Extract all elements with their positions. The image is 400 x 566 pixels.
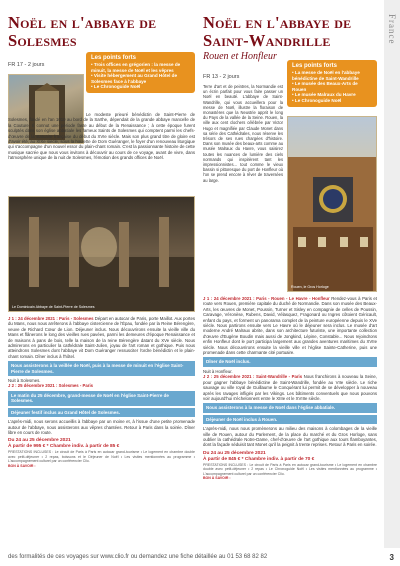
- right-subtitle: Rouen et Honfleur: [203, 51, 277, 62]
- right-point-item: • Le musée des Beaux-Arts de Rouen: [292, 81, 373, 92]
- left-points-box: [86, 52, 195, 93]
- gros-horloge-image: [288, 117, 377, 292]
- right-band-1: Dîner de Noël inclus.: [203, 357, 377, 366]
- right-day2-intro: Nous franchirons à nouveau la Seine, pour gagner l'abbaye bénédictine de Saint-Wandrille, fondée au VIIe siècle. Le riche sauvage ou ville royal de Guillaume le Conquérant lui permit de se développer à nouveau après les ravages infligés par les Vikings. Les bâtiments conventuels que nous pouvons voir aujourd'hui s'échelonnent entre le XIIIe et le XVIIIe siècle.: [203, 374, 377, 401]
- right-day1-text: Rendez-vous à Paris et route vers Rouen, première capitale du duché de Normandie. Dans son musée des Beaux-Arts, les œuvres de Monet, Poussin, Turner et Sisley en compagnie de celles de Poussin, Caravage, Véronèse, Rubens, David, Vélasquez, Fragonard ou Ingres côtoient Géricault, enfant du pays, et forment un panorama complet de la peinture européenne depuis le XVe siècle. Nous partirons ensuite vers Le Havre où le déjeuner sera inclus. Le musée d'art moderne André Malraux abrite, dans son architecture futuriste, une importante collection d'œuvre d'Eugène Boudin mais aussi de Jongkind, Lépine, Constable... Nous rejoindrons enfin Honfleur dont le port participa largement aux grandes aventures maritimes du XVIIe siècle. Nous découvrirons ensuite la vieille ville et l'église Sainte-Catherine, puis une promenade dans cette charmante cité portuaire.: [203, 296, 377, 356]
- right-points-heading: Les points forts: [292, 63, 338, 69]
- right-point-item: • Le Chronoguide Noël: [292, 98, 373, 104]
- right-point-item: • Le musée Malraux du Havre: [292, 92, 373, 98]
- region-label: France: [387, 14, 397, 45]
- left-day1-heading: J 1 : 24 décembre 2021 : Paris - Solesmes: [8, 316, 94, 321]
- right-fr-code: FR 13 - 2 jours: [203, 74, 240, 80]
- left-fine-print: PRESTATIONS INCLUSES : Le circuit de Paris à Paris en autocar grand-tourisme • Le logement en chambre double avec petit-déjeuner • 2 repas, boissons et le Déjeuner de Noël • Les visites mentionnées au programme • L'accompagnement culturel par un conférencier Clio.: [8, 450, 195, 464]
- region-sidebar: [384, 0, 400, 548]
- abbey-interior-image: [9, 197, 195, 312]
- left-point-item: • Trois offices en grégorien : la messe de minuit, la messe de Noël et les vêpres: [91, 62, 191, 73]
- right-title: Noël en l'abbaye de Saint-Wandrille: [203, 13, 352, 50]
- left-night1: Nuit à Solesmes.: [8, 378, 41, 384]
- left-photo-caption: Le Dominicain Abbaye de Saint-Pierre de Solesmes: [12, 305, 95, 309]
- left-fine-label: BON À SAVOIR :: [8, 463, 36, 468]
- page-number: 3: [389, 553, 394, 562]
- left-band-2: Le matin du 25 décembre, grand-messe de Noël en l'église Saint-Pierre de Solesmes.: [8, 391, 195, 406]
- left-band-3: Déjeuner festif inclus au Grand Hôtel de Solesmes.: [8, 408, 195, 417]
- left-day2-text: L'après-midi, nous serons accueillis à l'abbaye par un moine et, à l'issue d'une petite promenade autour de l'abbaye, nous assisterons aux vêpres chantées. Retour à Paris dans la soirée. Dîner libre en cours de route.: [8, 419, 195, 435]
- right-photo-caption: Rouen, le Gros Horloge: [291, 285, 329, 289]
- page-footer: des formalités de ces voyages sur www.clio.fr ou demandez une fiche détaillée au 01 53 68 82 82: [8, 554, 268, 560]
- right-article: [203, 0, 377, 548]
- left-band-1: Nous assisterons à la veillée de Noël, puis à la messe de minuit en l'église Saint-Pierre de Solesmes.: [8, 361, 195, 376]
- left-point-item: • Visite hébergement au Grand Hôtel de Solesmes face à l'abbaye: [91, 73, 191, 84]
- left-day2-heading: J 2 : 25 décembre 2021 : Solesmes - Paris: [8, 383, 94, 389]
- left-day1-text: Départ en autocar de Paris, porte Maillot. Aux portes du Mans, nous nous arrêterons à l'abbaye cistercienne de l'Épau, fondée par la Reine Bérengère, veuve de Richard Cœur de Lion. Déjeuner inclus. Nous découvrirons ensuite la vieille ville du Mans et flânerons le long des vieilles rues pavées, parmi les demeures d'époque Renaissance et de maisons à pans de bois, telle la maison de la reine Bérengère datant du XVe siècle. Nous admirerons en particulier la cathédrale Saint-Julien, joyau de l'art roman et gothique. Puis nous atteindrons Solesmes dont l'abbaye vit Dom Guéranger ressusciter l'ordre bénédictin et le plain-chant romain. Dîner inclus à l'hôtel.: [8, 316, 195, 359]
- right-day1-heading: J 1 : 24 décembre 2021 : Paris - Rouen - Le Havre - Honfleur: [203, 296, 330, 301]
- left-dates: Du 24 au 25 décembre 2021: [8, 438, 71, 444]
- right-program: [203, 296, 377, 480]
- right-band-2: Nous assisterons à la messe de Noël dans l'église abbatiale.: [203, 403, 377, 412]
- right-price: À partir de 845 € * Chambre indiv. à partir de 70 €: [203, 456, 315, 462]
- right-intro: Terre d'art et de peintres, la Normandie est un écrin parfait pour vous faire passer un Noël en beauté. L'abbaye de Saint-Wandrille, qui vous accueillera pour la messe de Noël, illustre la floraison de monastères que la Neustrie apprit le long du Pays de la vallée de la Seine. Rouen, la ville aux cent clochers célébrée par Victor Hugo et magnifiée par Claude Monet dans sa série des Cathédrales, nous réserve les trésors de ses rues chargées d'histoire. Dans son musée des beaux-arts comme au musée Malraux du Havre, vous saisirez toutes les nuances de lumière des ciels normands qui inspirèrent tant les impressionnistes... tout comme le vieux bassin si pittoresque du port de Honfleur où l'on se prend encore à rêver de traversées au large.: [203, 84, 283, 183]
- right-photo: [287, 116, 377, 292]
- left-title: Noël en l'abbaye de Solesmes: [8, 13, 157, 50]
- left-program: [8, 316, 195, 468]
- left-point-item: • Le Chronoguide Noël: [91, 84, 191, 90]
- right-fine-label: BON À SAVOIR :: [203, 475, 231, 480]
- right-night1: Nuit à Honfleur.: [203, 368, 233, 374]
- right-band-3: Déjeuner de Noël inclus à Rouen.: [203, 415, 377, 424]
- left-article: [8, 0, 195, 548]
- left-fr-code: FR 17 - 2 jours: [8, 62, 45, 68]
- right-day2-text: L'après-midi, nous nous promènerons au milieu des maisons à colombages de la vieille ville de Rouen, autour du Parlement, de la place du marché et du Gros Horloge, sans oublier la cathédrale Notre-Dame, chef-d'œuvre de l'art gothique aux tours flamboyantes, dont la façade séduisit tant Monet qu'il la peignit à trente reprises. Retour à Paris en soirée.: [203, 426, 377, 448]
- left-intro: Le modeste prieuré bénédictin de Saint-Pierre de Solesmes, fondé en l'an 1010 au bord de la Sarthe, dépendait de la grande abbaye mancelle de la Couture. Il connut une période faste au début de la Renaissance ; à cette époque furent sculptés dans son église abbatiale les fameux Saints de Solesmes qui comptent parmi les chefs-d'œuvre de la statuaire française du début du XVIe siècle. Mais son plus grand titre de gloire est d'avoir été, au XIXe siècle, sous la houlette de Dom Guéranger, le foyer d'un renouveau liturgique qui s'accompagne d'un nouvel essor du plain-chant romain. C'est la passionnante histoire de cette musique sacrée que nous vous invitons à découvrir au cours de ce voyage, avant de vivre, dans l'atmosphère unique de la nuit de Solesmes, l'émotion des grands offices de Noël.: [8, 112, 195, 161]
- left-large-photo: [8, 196, 195, 312]
- right-points-box: [287, 60, 377, 107]
- right-point-item: • La messe de Noël en l'abbaye bénédictine de Saint-Wandrille: [292, 70, 373, 81]
- right-day2-heading: J 2 : 25 décembre 2021 : Saint-Wandrille - Paris: [203, 374, 303, 380]
- left-points-heading: Les points forts: [91, 55, 137, 61]
- right-dates: Du 24 au 25 décembre 2021: [203, 450, 266, 456]
- left-price: À partir de 995 € * Chambre indiv. à partir de 85 €: [8, 444, 120, 450]
- right-fine-print: PRESTATIONS INCLUSES : Le circuit de Paris à Paris en autocar grand-tourisme • Le logement en chambre double avec petit-déjeuner • 2 repas • Le Chronoguide Noël • Les visites mentionnées au programme • L'accompagnement culturel par un conférencier Clio.: [203, 462, 377, 476]
